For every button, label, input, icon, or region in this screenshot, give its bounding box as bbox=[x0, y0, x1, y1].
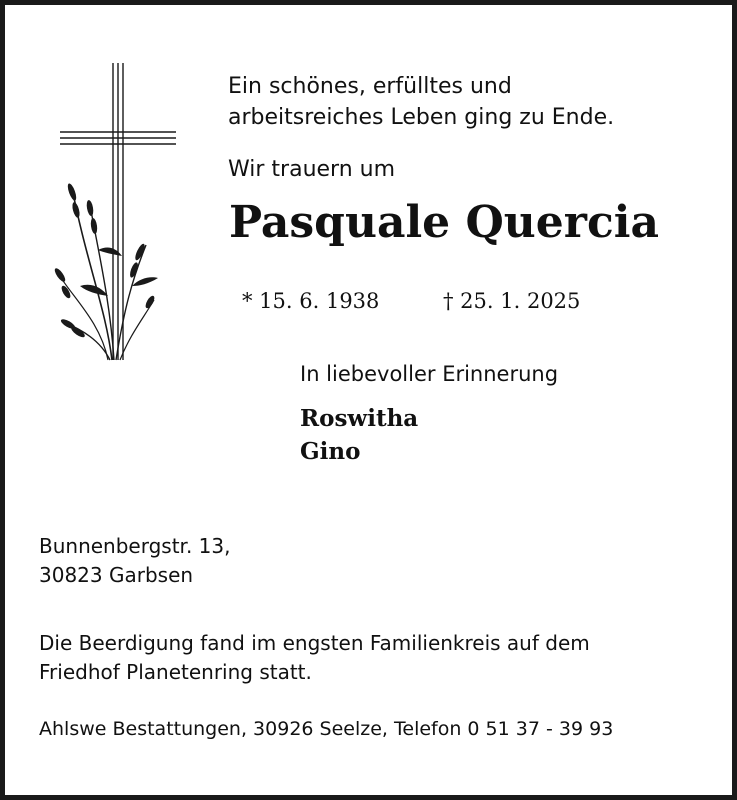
undertaker-info: Ahlswe Bestattungen, 30926 Seelze, Telefon 0 51 37 - 39 93 bbox=[39, 718, 614, 740]
intro-line-1: Ein schönes, erfülltes und bbox=[228, 74, 512, 99]
intro-line-2: arbeitsreiches Leben ging zu Ende. bbox=[228, 105, 615, 130]
birth-date: * 15. 6. 1938 bbox=[242, 289, 380, 313]
address-city: 30823 Garbsen bbox=[39, 563, 194, 587]
mourner-name: Gino bbox=[300, 438, 361, 465]
funeral-line-2: Friedhof Planetenring statt. bbox=[39, 660, 312, 684]
funeral-line-1: Die Beerdigung fand im engsten Familienkreis auf dem bbox=[39, 631, 590, 655]
mourner-name: Roswitha bbox=[300, 405, 419, 432]
address-street: Bunnenbergstr. 13, bbox=[39, 534, 231, 558]
death-date: † 25. 1. 2025 bbox=[443, 289, 581, 313]
mourning-text: Wir trauern um bbox=[228, 157, 396, 182]
remembrance-text: In liebevoller Erinnerung bbox=[300, 362, 559, 386]
deceased-name: Pasquale Quercia bbox=[229, 197, 659, 248]
cross-with-grass-icon bbox=[50, 60, 190, 370]
